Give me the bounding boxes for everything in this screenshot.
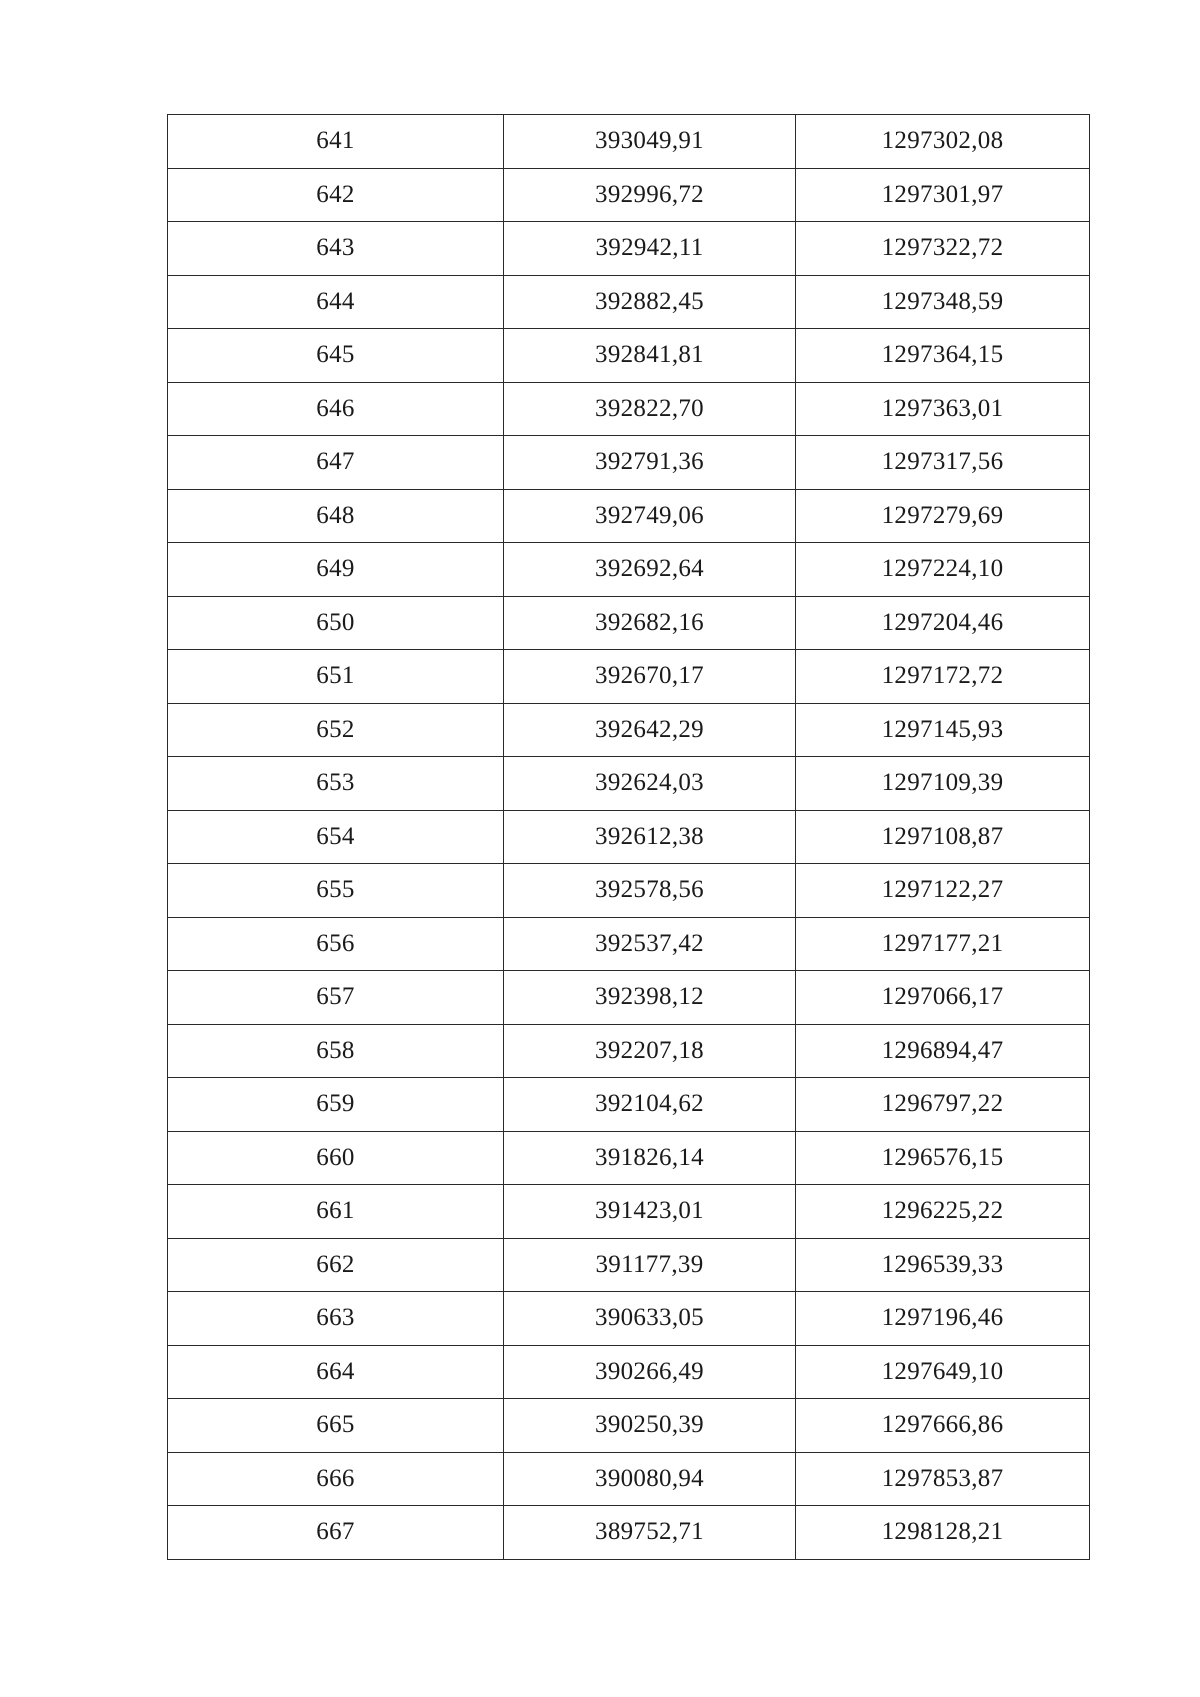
table-row [168, 1131, 1090, 1185]
point-number-cell: 647 [168, 436, 504, 490]
point-number-cell: 658 [168, 1024, 504, 1078]
point-number-cell: 654 [168, 810, 504, 864]
point-number-cell: 665 [168, 1399, 504, 1453]
x-coordinate-cell: 390633,05 [504, 1292, 796, 1346]
point-number-cell: 660 [168, 1131, 504, 1185]
y-coordinate-cell: 1297322,72 [796, 222, 1090, 276]
table-row [168, 543, 1090, 597]
point-number-cell: 667 [168, 1506, 504, 1560]
x-coordinate-cell: 392578,56 [504, 864, 796, 918]
y-coordinate-cell: 1296576,15 [796, 1131, 1090, 1185]
y-coordinate-cell: 1298128,21 [796, 1506, 1090, 1560]
x-coordinate-cell: 390250,39 [504, 1399, 796, 1453]
table-row [168, 275, 1090, 329]
y-coordinate-cell: 1297302,08 [796, 115, 1090, 169]
x-coordinate-cell: 392942,11 [504, 222, 796, 276]
y-coordinate-cell: 1297348,59 [796, 275, 1090, 329]
table-row [168, 168, 1090, 222]
x-coordinate-cell: 392791,36 [504, 436, 796, 490]
table-row [168, 864, 1090, 918]
point-number-cell: 659 [168, 1078, 504, 1132]
point-number-cell: 650 [168, 596, 504, 650]
y-coordinate-cell: 1296539,33 [796, 1238, 1090, 1292]
table-row [168, 1078, 1090, 1132]
x-coordinate-cell: 392207,18 [504, 1024, 796, 1078]
y-coordinate-cell: 1297145,93 [796, 703, 1090, 757]
table-row [168, 1185, 1090, 1239]
x-coordinate-cell: 392612,38 [504, 810, 796, 864]
point-number-cell: 651 [168, 650, 504, 704]
x-coordinate-cell: 392537,42 [504, 917, 796, 971]
x-coordinate-cell: 391177,39 [504, 1238, 796, 1292]
x-coordinate-cell: 389752,71 [504, 1506, 796, 1560]
x-coordinate-cell: 392682,16 [504, 596, 796, 650]
table-row [168, 436, 1090, 490]
point-number-cell: 644 [168, 275, 504, 329]
y-coordinate-cell: 1297122,27 [796, 864, 1090, 918]
point-number-cell: 657 [168, 971, 504, 1025]
x-coordinate-cell: 392670,17 [504, 650, 796, 704]
point-number-cell: 642 [168, 168, 504, 222]
y-coordinate-cell: 1297364,15 [796, 329, 1090, 383]
x-coordinate-cell: 392624,03 [504, 757, 796, 811]
point-number-cell: 649 [168, 543, 504, 597]
x-coordinate-cell: 392822,70 [504, 382, 796, 436]
table-row [168, 382, 1090, 436]
y-coordinate-cell: 1297317,56 [796, 436, 1090, 490]
table-row [168, 222, 1090, 276]
y-coordinate-cell: 1297172,72 [796, 650, 1090, 704]
coordinates-table-body [168, 115, 1090, 1560]
table-row [168, 650, 1090, 704]
table-row [168, 1399, 1090, 1453]
y-coordinate-cell: 1297108,87 [796, 810, 1090, 864]
x-coordinate-cell: 390266,49 [504, 1345, 796, 1399]
coordinates-table [167, 114, 1090, 1560]
point-number-cell: 641 [168, 115, 504, 169]
y-coordinate-cell: 1297196,46 [796, 1292, 1090, 1346]
point-number-cell: 646 [168, 382, 504, 436]
table-row [168, 703, 1090, 757]
table-row [168, 596, 1090, 650]
y-coordinate-cell: 1296225,22 [796, 1185, 1090, 1239]
y-coordinate-cell: 1297363,01 [796, 382, 1090, 436]
point-number-cell: 648 [168, 489, 504, 543]
y-coordinate-cell: 1296894,47 [796, 1024, 1090, 1078]
point-number-cell: 655 [168, 864, 504, 918]
table-row [168, 971, 1090, 1025]
table-row [168, 115, 1090, 169]
point-number-cell: 643 [168, 222, 504, 276]
table-row [168, 1238, 1090, 1292]
y-coordinate-cell: 1297066,17 [796, 971, 1090, 1025]
x-coordinate-cell: 392398,12 [504, 971, 796, 1025]
table-row [168, 917, 1090, 971]
table-row [168, 329, 1090, 383]
table-row [168, 757, 1090, 811]
x-coordinate-cell: 392749,06 [504, 489, 796, 543]
x-coordinate-cell: 392104,62 [504, 1078, 796, 1132]
table-row [168, 1292, 1090, 1346]
x-coordinate-cell: 392996,72 [504, 168, 796, 222]
x-coordinate-cell: 391826,14 [504, 1131, 796, 1185]
point-number-cell: 664 [168, 1345, 504, 1399]
point-number-cell: 662 [168, 1238, 504, 1292]
x-coordinate-cell: 393049,91 [504, 115, 796, 169]
y-coordinate-cell: 1297649,10 [796, 1345, 1090, 1399]
table-row [168, 1452, 1090, 1506]
y-coordinate-cell: 1297301,97 [796, 168, 1090, 222]
table-row [168, 1024, 1090, 1078]
point-number-cell: 656 [168, 917, 504, 971]
x-coordinate-cell: 392692,64 [504, 543, 796, 597]
y-coordinate-cell: 1297109,39 [796, 757, 1090, 811]
y-coordinate-cell: 1297177,21 [796, 917, 1090, 971]
point-number-cell: 645 [168, 329, 504, 383]
y-coordinate-cell: 1297224,10 [796, 543, 1090, 597]
x-coordinate-cell: 390080,94 [504, 1452, 796, 1506]
y-coordinate-cell: 1297666,86 [796, 1399, 1090, 1453]
y-coordinate-cell: 1296797,22 [796, 1078, 1090, 1132]
table-row [168, 1345, 1090, 1399]
point-number-cell: 653 [168, 757, 504, 811]
x-coordinate-cell: 392882,45 [504, 275, 796, 329]
point-number-cell: 661 [168, 1185, 504, 1239]
y-coordinate-cell: 1297204,46 [796, 596, 1090, 650]
point-number-cell: 663 [168, 1292, 504, 1346]
x-coordinate-cell: 391423,01 [504, 1185, 796, 1239]
y-coordinate-cell: 1297853,87 [796, 1452, 1090, 1506]
point-number-cell: 652 [168, 703, 504, 757]
table-row [168, 489, 1090, 543]
point-number-cell: 666 [168, 1452, 504, 1506]
x-coordinate-cell: 392841,81 [504, 329, 796, 383]
table-row [168, 1506, 1090, 1560]
x-coordinate-cell: 392642,29 [504, 703, 796, 757]
table-row [168, 810, 1090, 864]
y-coordinate-cell: 1297279,69 [796, 489, 1090, 543]
